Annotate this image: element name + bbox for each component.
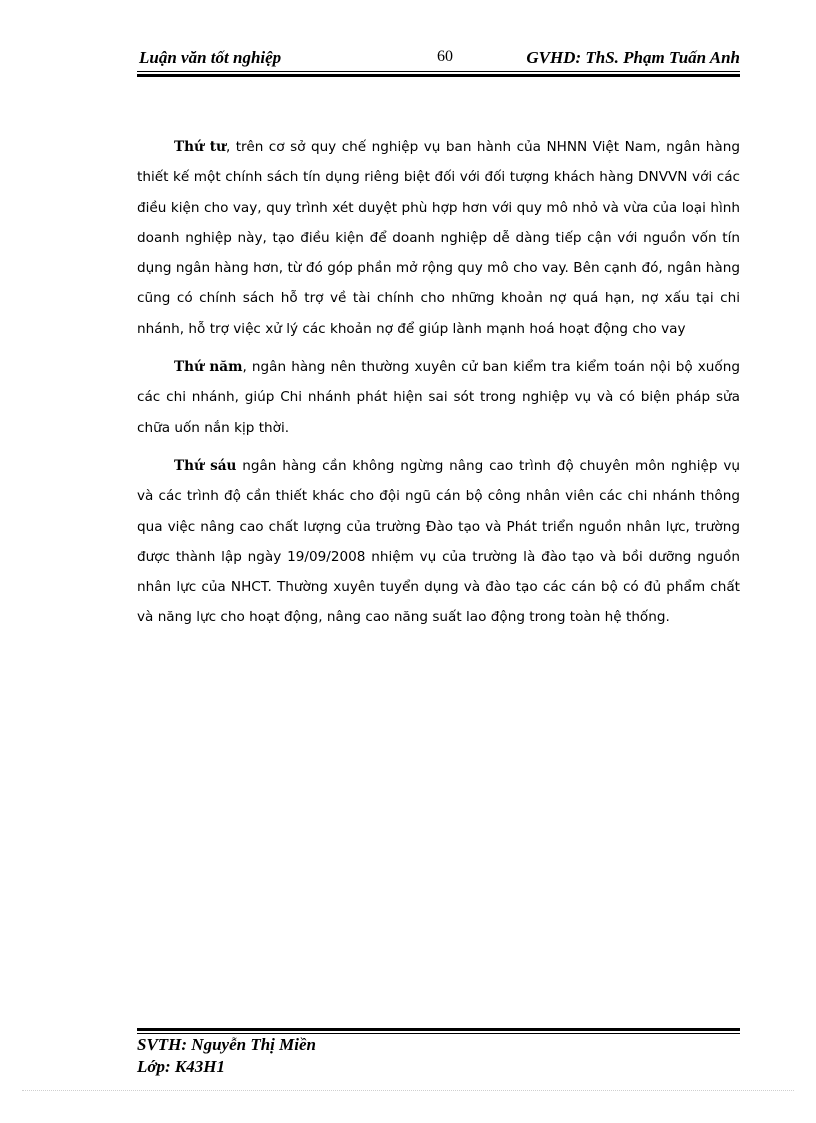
paragraph-thu-nam: [137, 352, 740, 443]
thesis-title: Luận văn tốt nghiệp: [139, 48, 282, 67]
header-rule-thin: [137, 71, 740, 72]
paragraph-text: , ngân hàng nên thường xuyên cử ban kiểm tra kiểm toán nội bộ xuống các chi nhánh, giúp Chi nhánh phát hiện sai sót trong nghiệp vụ và có biện pháp sửa chữa uốn nắn kịp thời.: [137, 359, 740, 436]
paragraph-thu-sau: [137, 451, 740, 633]
paragraph-thu-tu: [137, 132, 740, 344]
page-header: [137, 46, 740, 68]
body-text: [137, 132, 740, 641]
paragraph-text: ngân hàng cần không ngừng nâng cao trình độ chuyên môn nghiệp vụ và các trình độ cần thiết khác cho đội ngũ cán bộ công nhân viên các chi nhánh thông qua việc nâng cao chất lượng của trường Đào tạo và Phát triển nguồn nhân lực, trường được thành lập ngày 19/09/2008 nhiệm vụ của trường là đào tạo và bồi dưỡng nguồn nhân lực của NHCT. Thường xuyên tuyển dụng và đào tạo các cán bộ có đủ phẩm chất và năng lực cho hoạt động, nâng cao năng suất lao động trong toàn hệ thống.: [137, 457, 740, 626]
page-number: 60: [437, 48, 453, 65]
paragraph-text: , trên cơ sở quy chế nghiệp vụ ban hành của NHNN Việt Nam, ngân hàng thiết kế một chính sách tín dụng riêng biệt đối với đối tượng khách hàng DNVVN với các điều kiện cho vay, quy trình xét duyệt phù hợp hơn với quy mô nhỏ và vừa của loại hình doanh nghiệp này, tạo điều kiện để doanh nghiệp dễ dàng tiếp cận với nguồn vốn tín dụng ngân hàng hơn, từ đó góp phần mở rộng quy mô cho vay. Bên cạnh đó, ngân hàng cũng có chính sách hỗ trợ về tài chính cho những khoản nợ quá hạn, nợ xấu tại chi nhánh, hỗ trợ việc xử lý các khoản nợ để giúp lành mạnh hoá hoạt động cho vay: [137, 139, 740, 337]
header-rule-thick: [137, 74, 740, 77]
page-edge-divider: [22, 1090, 794, 1092]
footer-rule-thick: [137, 1028, 740, 1031]
paragraph-lead: Thứ năm: [174, 359, 243, 376]
class-code: Lớp: K43H1: [137, 1057, 225, 1076]
supervisor-name: GVHD: ThS. Phạm Tuấn Anh: [526, 48, 740, 67]
paragraph-lead: Thứ tư: [174, 139, 226, 155]
paragraph-lead: Thứ sáu: [174, 457, 237, 474]
page-footer: [137, 1034, 740, 1078]
student-name: SVTH: Nguyễn Thị Miền: [137, 1035, 316, 1054]
